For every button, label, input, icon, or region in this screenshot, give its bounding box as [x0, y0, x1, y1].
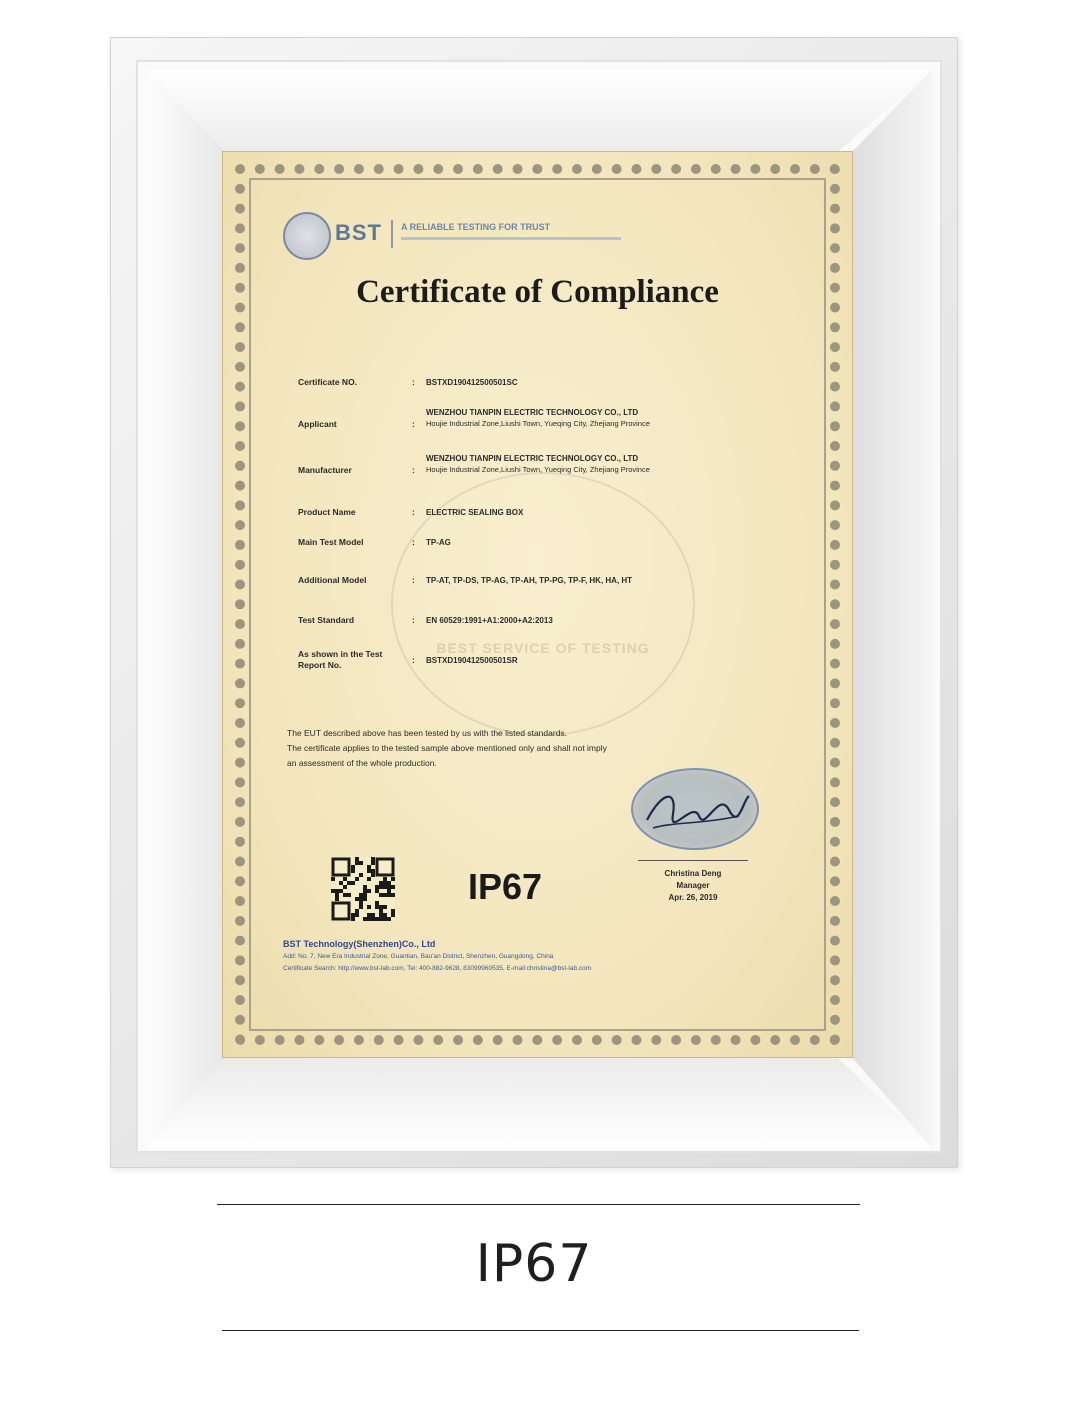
- statement-line: The certificate applies to the tested sample above mentioned only and shall not imply: [287, 743, 607, 753]
- field-colon: :: [412, 377, 415, 387]
- field-label: Main Test Model: [298, 537, 364, 547]
- footer-address: Add: No. 7, New Era Industrial Zone, Guantian, Bao'an District, Shenzhen, Guangdong, China: [283, 953, 554, 960]
- field-colon: :: [412, 575, 415, 585]
- field-label: Certificate NO.: [298, 377, 358, 387]
- field-value: BSTXD190412500501SR: [426, 656, 518, 665]
- signature-mark: [633, 770, 757, 848]
- logo-tagline: A RELIABLE TESTING FOR TRUST: [401, 222, 551, 232]
- ip-rating-label: IP67: [468, 866, 543, 907]
- signatory-name: Christina Deng: [664, 869, 722, 878]
- caption-rule-bottom: [222, 1330, 859, 1331]
- field-label: Applicant: [298, 419, 337, 429]
- field-colon: :: [412, 465, 415, 475]
- field-value-detail: Houjie Industrial Zone,Liushi Town, Yueqing City, Zhejiang Province: [426, 419, 650, 428]
- frame-bevel-left: [146, 70, 226, 1148]
- signatory-block: [633, 868, 753, 904]
- caption-rule-top: [217, 1204, 860, 1205]
- field-value: TP-AT, TP-DS, TP-AG, TP-AH, TP-PG, TP-F, HK, HA, HT: [426, 576, 633, 585]
- field-value: EN 60529:1991+A1:2000+A2:2013: [426, 616, 553, 625]
- field-colon: :: [412, 507, 415, 517]
- signatory-date: Apr. 26, 2019: [668, 893, 718, 902]
- frame-bevel-top: [146, 70, 932, 152]
- bst-logo: [283, 212, 663, 256]
- certificate-footer: [283, 938, 803, 975]
- field-label: Product Name: [298, 507, 356, 517]
- globe-icon: [283, 212, 331, 260]
- logo-name: BST: [335, 220, 382, 245]
- caption-title: IP67: [475, 1234, 593, 1294]
- field-value-detail: Houjie Industrial Zone,Liushi Town, Yueqing City, Zhejiang Province: [426, 465, 650, 474]
- frame-bevel-right: [852, 70, 932, 1148]
- field-value: [426, 407, 806, 429]
- compliance-statement: [287, 726, 807, 771]
- field-colon: :: [412, 419, 415, 429]
- frame-bevel-bottom: [146, 1058, 932, 1148]
- field-label: Manufacturer: [298, 465, 352, 475]
- certificate-title: Certificate of Compliance: [356, 274, 719, 310]
- field-label: Test Standard: [298, 615, 355, 625]
- field-colon: :: [412, 655, 415, 665]
- signatory-role: Manager: [676, 881, 710, 890]
- qr-code: [331, 857, 395, 921]
- field-label: Additional Model: [298, 575, 367, 585]
- footer-company: BST Technology(Shenzhen)Co., Ltd: [283, 939, 436, 949]
- footer-contact: Certificate Search: http://www.bst-lab.com, Tel: 400-882-9628, 83099960535, E-mail:christina@bst-lab.com: [283, 965, 592, 972]
- field-colon: :: [412, 537, 415, 547]
- field-colon: :: [412, 615, 415, 625]
- field-value: BSTXD190412500501SC: [426, 378, 518, 387]
- logo-tagline-bar: [401, 237, 621, 240]
- statement-line: an assessment of the whole production.: [287, 758, 437, 768]
- field-value-main: WENZHOU TIANPIN ELECTRIC TECHNOLOGY CO., LTD: [426, 454, 639, 463]
- watermark-text: BEST SERVICE OF TESTING: [436, 640, 650, 656]
- statement-line: The EUT described above has been tested by us with the listed standards.: [287, 728, 568, 738]
- official-seal-stamp: [631, 768, 759, 850]
- field-value: ELECTRIC SEALING BOX: [426, 508, 524, 517]
- field-label: As shown in the Test Report No.: [298, 649, 383, 670]
- field-value-main: WENZHOU TIANPIN ELECTRIC TECHNOLOGY CO., LTD: [426, 408, 639, 417]
- signature-line: [638, 860, 748, 861]
- certificate-document: [223, 152, 852, 1057]
- field-value: TP-AG: [426, 538, 451, 547]
- field-value: [426, 453, 806, 475]
- logo-separator: [391, 220, 393, 248]
